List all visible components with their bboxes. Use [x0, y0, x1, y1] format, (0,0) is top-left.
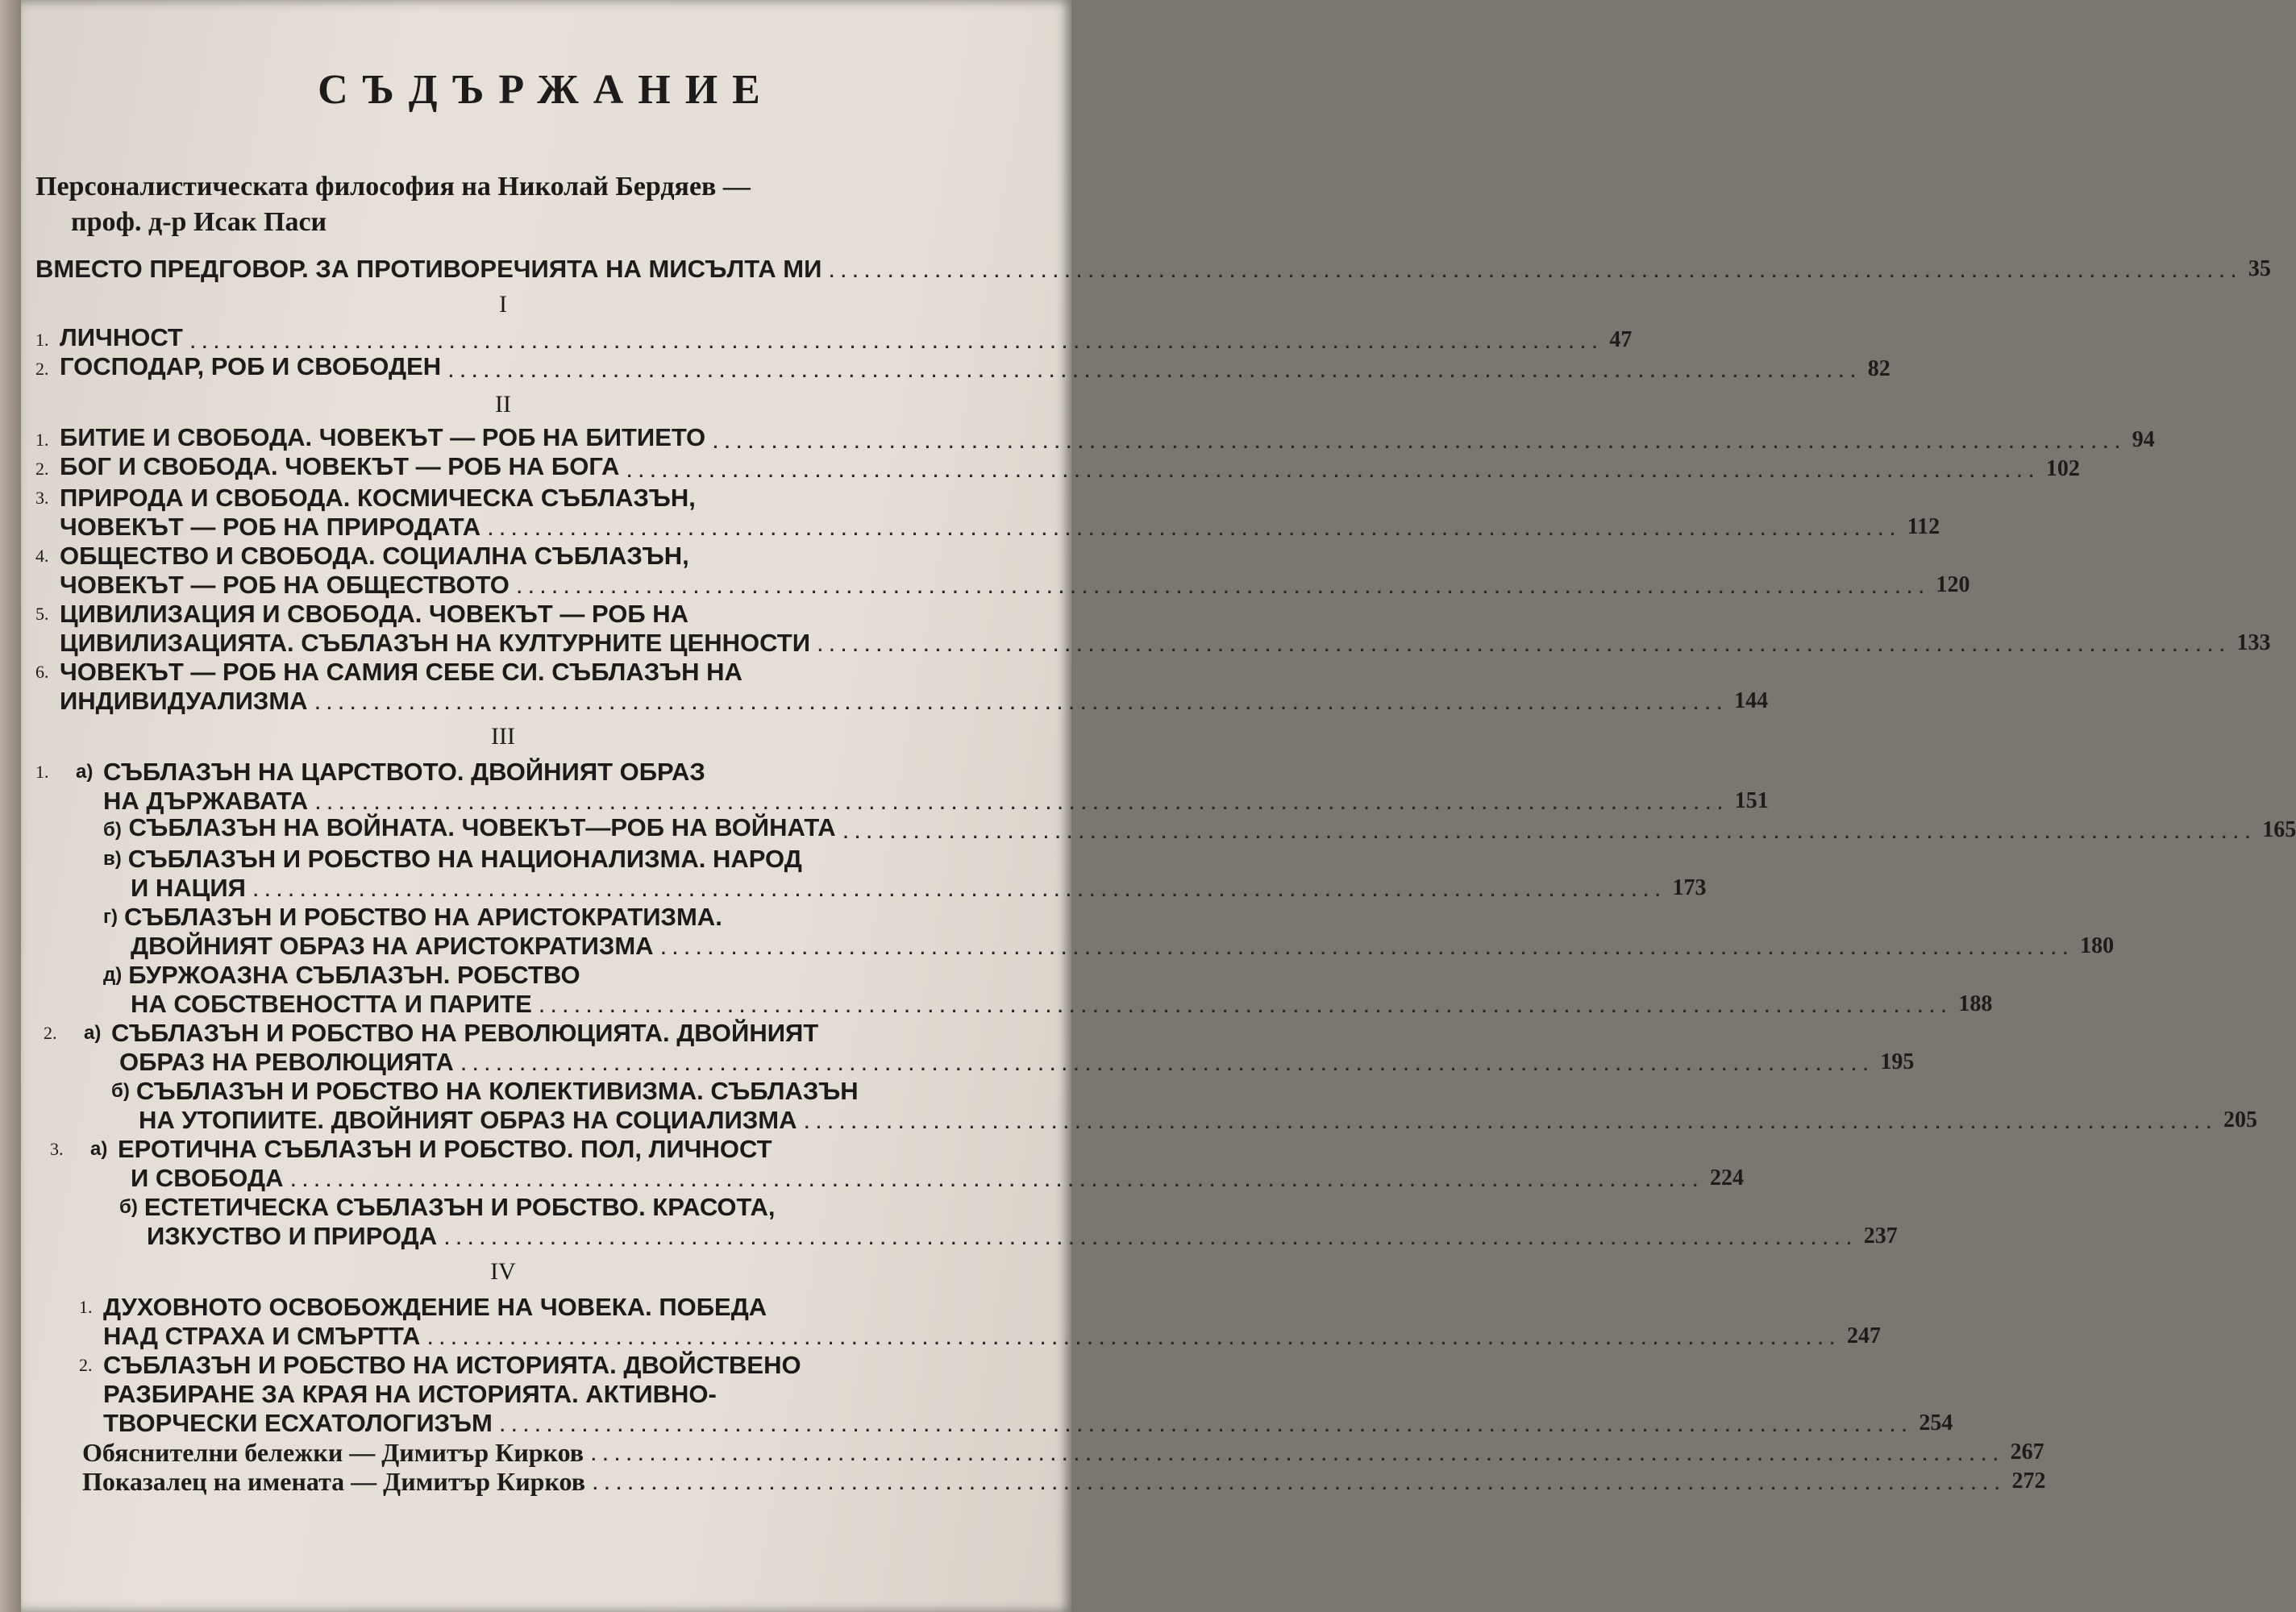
- entry-title: Обяснителни бележки — Димитър Кирков: [82, 1438, 584, 1467]
- part-heading-1: I: [499, 291, 507, 318]
- leader-dots: ........................................................................................................................: [189, 326, 1603, 354]
- entry-title: И СВОБОДА: [131, 1164, 284, 1192]
- entry-title: НАД СТРАХА И СМЪРТТА: [103, 1322, 421, 1350]
- toc-entry: [35, 932, 2115, 961]
- page-number: 237: [1863, 1224, 1898, 1248]
- entry-title: НА СОБСТВЕНОСТТА И ПАРИТЕ: [131, 990, 532, 1018]
- page-number: 151: [1734, 788, 1769, 813]
- entry-title: ЦИВИЛИЗАЦИЯТА. СЪБЛАЗЪН НА КУЛТУРНИТЕ ЦЕННОСТИ: [60, 629, 810, 657]
- page-number: 133: [2236, 630, 2271, 655]
- entry-title: б) СЪБЛАЗЪН НА ВОЙНАТА. ЧОВЕКЪТ—РОБ НА ВОЙНАТА: [103, 813, 836, 841]
- toc-entry-line: 3. а) ЕРОТИЧНА СЪБЛАЗЪН И РОБСТВО. ПОЛ, ЛИЧНОСТ: [50, 1135, 772, 1163]
- toc-entry: [35, 687, 1769, 716]
- intro-line-2: проф. д-р Исак Паси: [71, 207, 327, 237]
- toc-entry-line: б) ЕСТЕТИЧЕСКА СЪБЛАЗЪН И РОБСТВО. КРАСОТА,: [119, 1193, 776, 1221]
- page-number: 165: [2262, 817, 2296, 842]
- intro-line-1: Персоналистическата философия на Николай Бердяев —: [35, 172, 751, 202]
- toc-entry-line: РАЗБИРАНЕ ЗА КРАЯ НА ИСТОРИЯТА. АКТИВНО-: [103, 1380, 717, 1408]
- page-number: 267: [2010, 1440, 2044, 1465]
- toc-entry: [35, 352, 1890, 384]
- toc-entry: [35, 813, 2296, 845]
- leader-dots: ........................................................................................................................: [842, 816, 2256, 844]
- page-number: 254: [1919, 1410, 1953, 1435]
- intro-entry: [35, 169, 922, 240]
- leader-dots: ........................................................................................................................: [712, 426, 2126, 454]
- toc-entry-line: в) СЪБЛАЗЪН И РОБСТВО НА НАЦИОНАЛИЗМА. НАРОД: [103, 845, 802, 873]
- page-number: 47: [1609, 327, 1633, 352]
- toc-entry-line: 2. СЪБЛАЗЪН И РОБСТВО НА ИСТОРИЯТА. ДВОЙСТВЕНО: [79, 1351, 801, 1379]
- leader-dots: ........................................................................................................................: [538, 990, 1953, 1018]
- entry-title: 2. ГОСПОДАР, РОБ И СВОБОДЕН: [35, 352, 442, 380]
- leader-dots: ........................................................................................................................: [443, 1222, 1857, 1250]
- leader-dots: ........................................................................................................................: [426, 1322, 1841, 1350]
- toc-entry-foreword: [35, 255, 2271, 284]
- page-number: 180: [2080, 933, 2115, 958]
- toc-entry: [35, 323, 1633, 355]
- entry-title: ИНДИВИДУАЛИЗМА: [60, 687, 308, 715]
- toc-entry: [35, 990, 1993, 1019]
- page-number: 120: [1936, 572, 1970, 597]
- leader-dots: ........................................................................................................................: [591, 1467, 2006, 1495]
- page-number: 144: [1734, 688, 1769, 713]
- toc-entry-notes: [35, 1438, 2044, 1467]
- page-number: 35: [2248, 256, 2271, 281]
- toc-entry: [35, 787, 1769, 816]
- toc-entry-line: 6. ЧОВЕКЪТ — РОБ НА САМИЯ СЕБЕ СИ. СЪБЛАЗЪН НА: [35, 658, 742, 686]
- toc-entry: [35, 1048, 1915, 1077]
- toc-entry: [35, 1164, 1745, 1193]
- toc-entry-line: б) СЪБЛАЗЪН И РОБСТВО НА КОЛЕКТИВИЗМА. СЪБЛАЗЪН: [111, 1077, 859, 1105]
- leader-dots: ........................................................................................................................: [447, 355, 1861, 383]
- page-number: 102: [2045, 456, 2080, 481]
- entry-title: Показалец на имената — Димитър Кирков: [82, 1467, 585, 1496]
- page-number: 247: [1846, 1323, 1881, 1348]
- leader-dots: ........................................................................................................................: [515, 571, 1930, 599]
- leader-dots: ........................................................................................................................: [590, 1438, 2004, 1466]
- part-heading-2: II: [495, 391, 511, 418]
- page-number: 195: [1880, 1049, 1915, 1074]
- leader-dots: ........................................................................................................................: [626, 455, 2040, 483]
- part-heading-4: IV: [490, 1258, 516, 1285]
- table-of-contents: [35, 255, 2296, 1496]
- toc-entry-line: д) БУРЖОАЗНА СЪБЛАЗЪН. РОБСТВО: [103, 961, 580, 989]
- page-number: 173: [1672, 875, 1707, 900]
- page-title: СЪДЪРЖАНИЕ: [318, 67, 775, 113]
- entry-title: 1. БИТИЕ И СВОБОДА. ЧОВЕКЪТ — РОБ НА БИТИЕТО: [35, 423, 706, 451]
- toc-entry-line: 1. ДУХОВНОТО ОСВОБОЖДЕНИЕ НА ЧОВЕКА. ПОБЕДА: [79, 1293, 767, 1321]
- toc-entry-line: 2. а) СЪБЛАЗЪН И РОБСТВО НА РЕВОЛЮЦИЯТА. ДВОЙНИЯТ: [44, 1019, 819, 1047]
- toc-entry-line: г) СЪБЛАЗЪН И РОБСТВО НА АРИСТОКРАТИЗМА.: [103, 903, 722, 931]
- toc-entry-line: 3. ПРИРОДА И СВОБОДА. КОСМИЧЕСКА СЪБЛАЗЪН,: [35, 484, 696, 512]
- toc-entry: [35, 513, 1940, 542]
- page-number: 94: [2132, 427, 2155, 452]
- entry-title: 2. БОГ И СВОБОДА. ЧОВЕКЪТ — РОБ НА БОГА: [35, 452, 620, 480]
- toc-entry-line: 1. а) СЪБЛАЗЪН НА ЦАРСТВОТО. ДВОЙНИЯТ ОБРАЗ: [35, 758, 705, 786]
- leader-dots: ........................................................................................................................: [828, 255, 2242, 283]
- toc-entry: [35, 423, 2155, 455]
- leader-dots: ........................................................................................................................: [498, 1409, 1913, 1437]
- toc-entry-line: 5. ЦИВИЛИЗАЦИЯ И СВОБОДА. ЧОВЕКЪТ — РОБ НА: [35, 600, 688, 628]
- entry-title: ЧОВЕКЪТ — РОБ НА ПРИРОДАТА: [60, 513, 481, 541]
- toc-entry: [35, 571, 1970, 600]
- entry-title: И НАЦИЯ: [131, 874, 246, 902]
- leader-dots: ........................................................................................................................: [659, 932, 2074, 960]
- toc-entry: [35, 629, 2271, 658]
- toc-entry-index: [35, 1467, 2046, 1496]
- leader-dots: ........................................................................................................................: [487, 513, 1901, 541]
- entry-title: ЧОВЕКЪТ — РОБ НА ОБЩЕСТВОТО: [60, 571, 510, 599]
- part-heading-3: III: [491, 723, 515, 750]
- page-number: 112: [1907, 514, 1940, 539]
- page-number: 188: [1958, 991, 1993, 1016]
- page-number: 205: [2223, 1107, 2258, 1132]
- page-number: 82: [1867, 356, 1890, 381]
- entry-title: ОБРАЗ НА РЕВОЛЮЦИЯТА: [119, 1048, 454, 1076]
- book-spine: [0, 0, 21, 1612]
- toc-entry: [35, 452, 2080, 484]
- leader-dots: ........................................................................................................................: [314, 787, 1728, 815]
- leader-dots: ........................................................................................................................: [314, 687, 1728, 715]
- leader-dots: ........................................................................................................................: [460, 1048, 1874, 1076]
- entry-title: ВМЕСТО ПРЕДГОВОР. ЗА ПРОТИВОРЕЧИЯТА НА МИСЪЛТА МИ: [35, 255, 822, 283]
- entry-title: ИЗКУСТВО И ПРИРОДА: [147, 1222, 438, 1250]
- toc-entry: [35, 1106, 2258, 1135]
- leader-dots: ........................................................................................................................: [816, 629, 2231, 657]
- page-number: 272: [2011, 1469, 2046, 1494]
- toc-entry: [35, 1322, 1881, 1351]
- book-page: [21, 0, 2296, 1612]
- leader-dots: ........................................................................................................................: [803, 1106, 2218, 1134]
- entry-title: ТВОРЧЕСКИ ЕСХАТОЛОГИЗЪМ: [103, 1409, 493, 1437]
- toc-entry: [35, 1409, 1953, 1438]
- entry-title: НА ДЪРЖАВАТА: [103, 787, 309, 815]
- leader-dots: ........................................................................................................................: [252, 874, 1666, 902]
- entry-title: ДВОЙНИЯТ ОБРАЗ НА АРИСТОКРАТИЗМА: [131, 932, 654, 960]
- page-number: 224: [1710, 1165, 1745, 1190]
- leader-dots: ........................................................................................................................: [289, 1164, 1704, 1192]
- entry-title: 1. ЛИЧНОСТ: [35, 323, 183, 351]
- toc-entry-line: 4. ОБЩЕСТВО И СВОБОДА. СОЦИАЛНА СЪБЛАЗЪН,: [35, 542, 689, 570]
- toc-entry: [35, 1222, 1898, 1251]
- toc-entry: [35, 874, 1707, 903]
- entry-title: НА УТОПИИТЕ. ДВОЙНИЯТ ОБРАЗ НА СОЦИАЛИЗМА: [139, 1106, 797, 1134]
